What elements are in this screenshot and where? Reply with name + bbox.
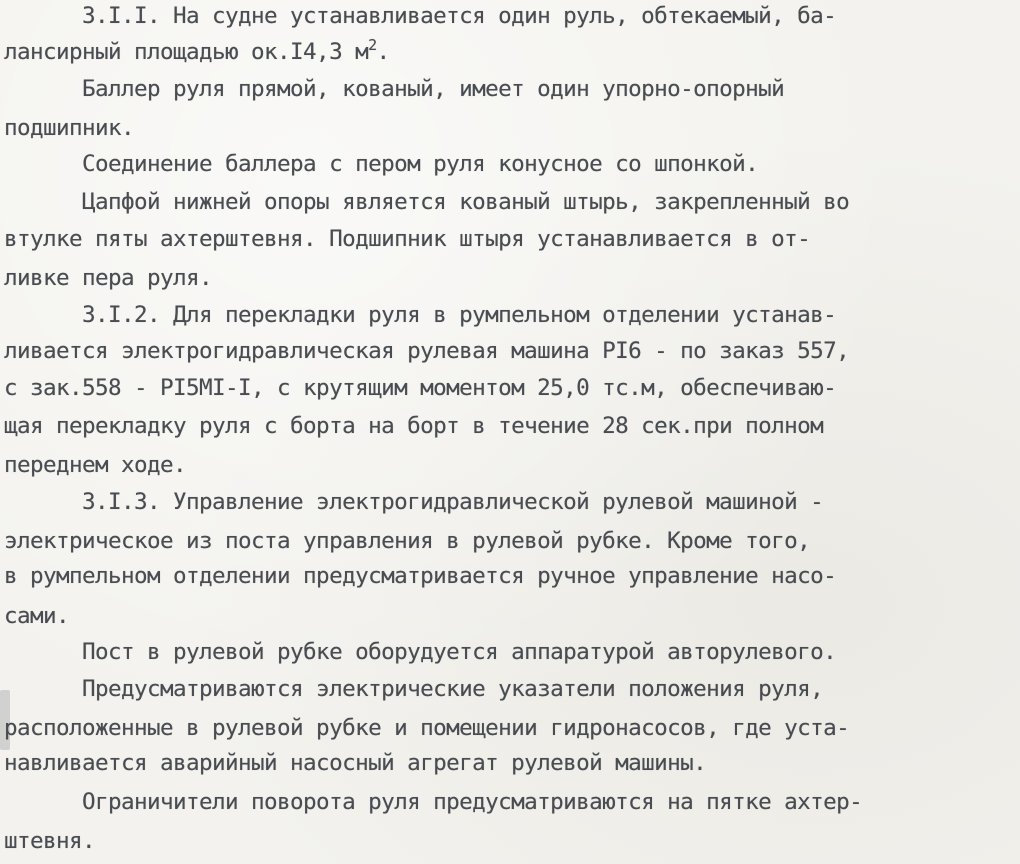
text-line-18: Пост в рулевой рубке оборудуется аппаратурой авторулевого. (4, 639, 837, 665)
text-line-1: 3.I.I. На судне устанавливается один руль, обтекаемый, ба- (4, 3, 837, 29)
text-line-22: Ограничители поворота руля предусматриваются на пятке ахтер- (4, 789, 863, 815)
text-line-20: расположенные в рулевой рубке и помещении гидронасосов, где уста- (4, 715, 850, 741)
text-line-13: переднем ходе. (4, 452, 187, 478)
text-line-9: 3.I.2. Для перекладки руля в румпельном отделении устанав- (4, 302, 837, 328)
text-line-7: втулке пяты ахтерштевня. Подшипник штыря устанавливается в от- (4, 226, 811, 252)
text-line-8: ливке пера руля. (4, 265, 213, 291)
text-line-11: с зак.558 - PI5MI-I, с крутящим моментом 25,0 тс.м, обеспечиваю- (4, 375, 837, 401)
text-line-3: Баллер руля прямой, кованый, имеет один упорно-опорный (4, 76, 785, 102)
text-line-17: сами. (4, 603, 70, 629)
text-line-15: электрическое из поста управления в рулевой рубке. Кроме того, (4, 528, 811, 554)
text-line-14: 3.I.3. Управление электрогидравлической рулевой машиной - (4, 489, 824, 515)
text-line-2-end: . (376, 39, 390, 65)
text-line-12: щая перекладку руля с борта на борт в течение 28 сек.при полном (4, 413, 824, 439)
text-line-10: ливается электрогидравлическая рулевая машина PI6 - по заказ 557, (4, 338, 850, 364)
left-margin-smudge (0, 690, 10, 750)
text-line-19: Предусматриваются электрические указатели положения руля, (4, 676, 824, 702)
text-line-6: Цапфой нижней опоры является кованый штырь, закрепленный во (4, 189, 850, 215)
text-line-2 (4, 34, 390, 70)
text-line-21: навливается аварийный насосный агрегат рулевой машины. (4, 750, 707, 776)
area-unit-superscript: 2 (368, 36, 377, 54)
text-line-4: подшипник. (4, 115, 135, 141)
text-line-23: штевня. (4, 828, 96, 854)
text-line-5: Соединение баллера с пером руля конусное со шпонкой. (4, 151, 759, 177)
text-line-2-body: лансирный площадью ок.I4,3 м (4, 39, 369, 65)
text-line-16: в румпельном отделении предусматривается ручное управление насо- (4, 563, 837, 589)
